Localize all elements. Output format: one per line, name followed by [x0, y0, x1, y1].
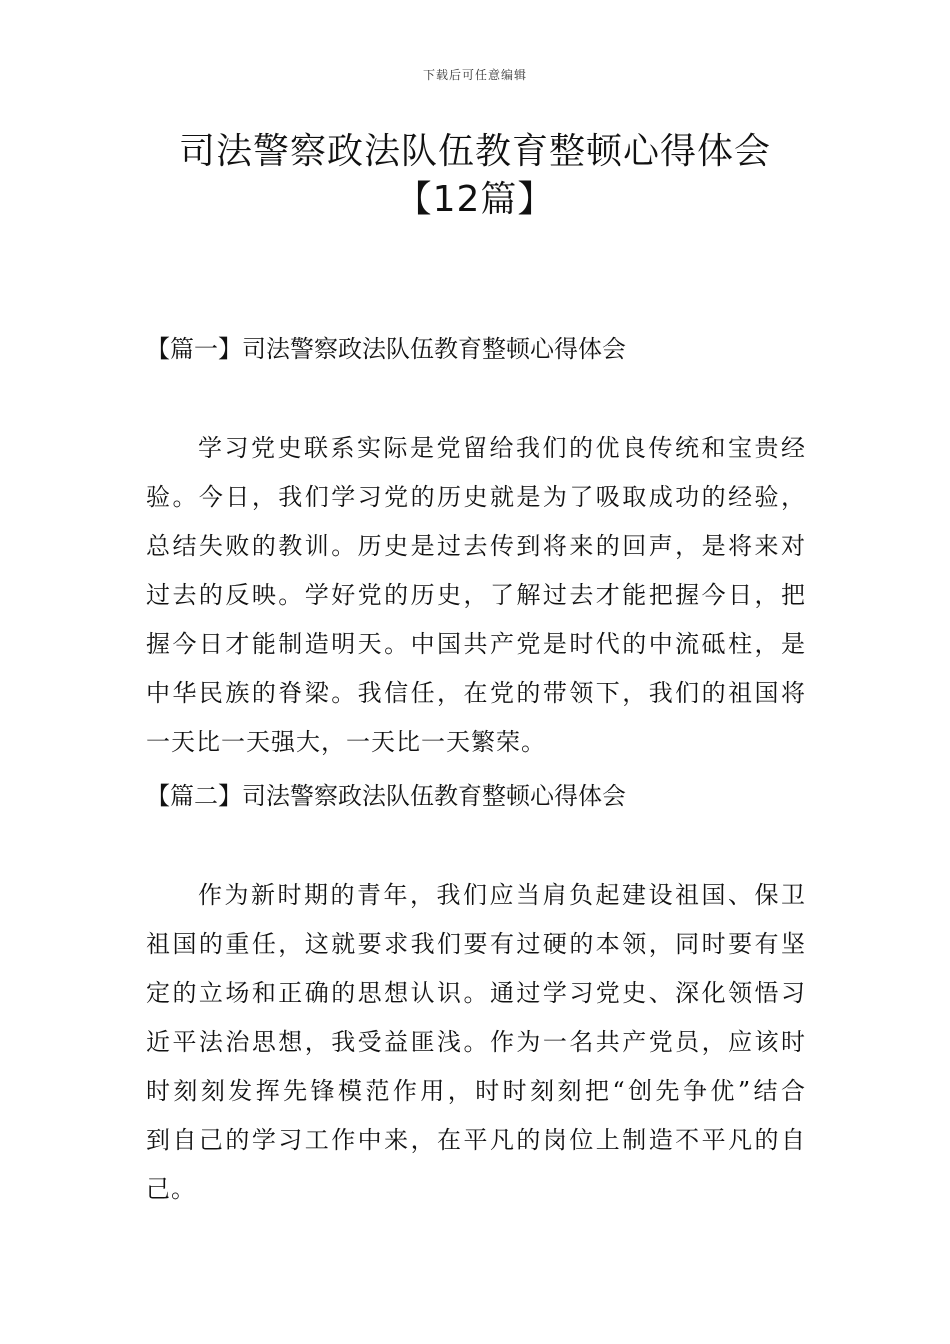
section-paragraph-2 [146, 871, 806, 1214]
paragraph-line: 定的立场和正确的思想认识。通过学习党史、深化领悟习 [146, 979, 806, 1007]
paragraph-line: 近平法治思想，我受益匪浅。作为一名共产党员，应该时 [146, 1028, 806, 1056]
section-heading-2: 【篇二】司法警察政法队伍教育整顿心得体会 [146, 782, 626, 810]
paragraph-line: 祖国的重任，这就要求我们要有过硬的本领，同时要有坚 [146, 930, 806, 958]
paragraph-line: 总结失败的教训。历史是过去传到将来的回声，是将来对 [146, 532, 806, 560]
paragraph-line: 过去的反映。学好党的历史，了解过去才能把握今日，把 [146, 581, 806, 609]
paragraph-line: 到自己的学习工作中来，在平凡的岗位上制造不平凡的自 [146, 1126, 806, 1154]
paragraph-line: 时刻刻发挥先锋模范作用，时时刻刻把“创先争优”结合 [146, 1077, 806, 1105]
section-heading-1: 【篇一】司法警察政法队伍教育整顿心得体会 [146, 335, 626, 363]
paragraph-line: 握今日才能制造明天。中国共产党是时代的中流砥柱，是 [146, 630, 806, 658]
paragraph-line: 己。 [146, 1175, 196, 1203]
paragraph-line: 中华民族的脊梁。我信任，在党的带领下，我们的祖国将 [146, 679, 806, 707]
header-note: 下载后可任意编辑 [422, 68, 527, 82]
document-title: 司法警察政法队伍教育整顿心得体会【12篇】 [178, 131, 771, 220]
section-paragraph-1 [146, 424, 806, 767]
paragraph-line: 验。今日，我们学习党的历史就是为了吸取成功的经验， [146, 483, 806, 511]
paragraph-line: 学习党史联系实际是党留给我们的优良传统和宝贵经 [198, 434, 806, 462]
paragraph-line: 作为新时期的青年，我们应当肩负起建设祖国、保卫 [198, 881, 806, 909]
paragraph-line: 一天比一天强大，一天比一天繁荣。 [146, 728, 546, 756]
